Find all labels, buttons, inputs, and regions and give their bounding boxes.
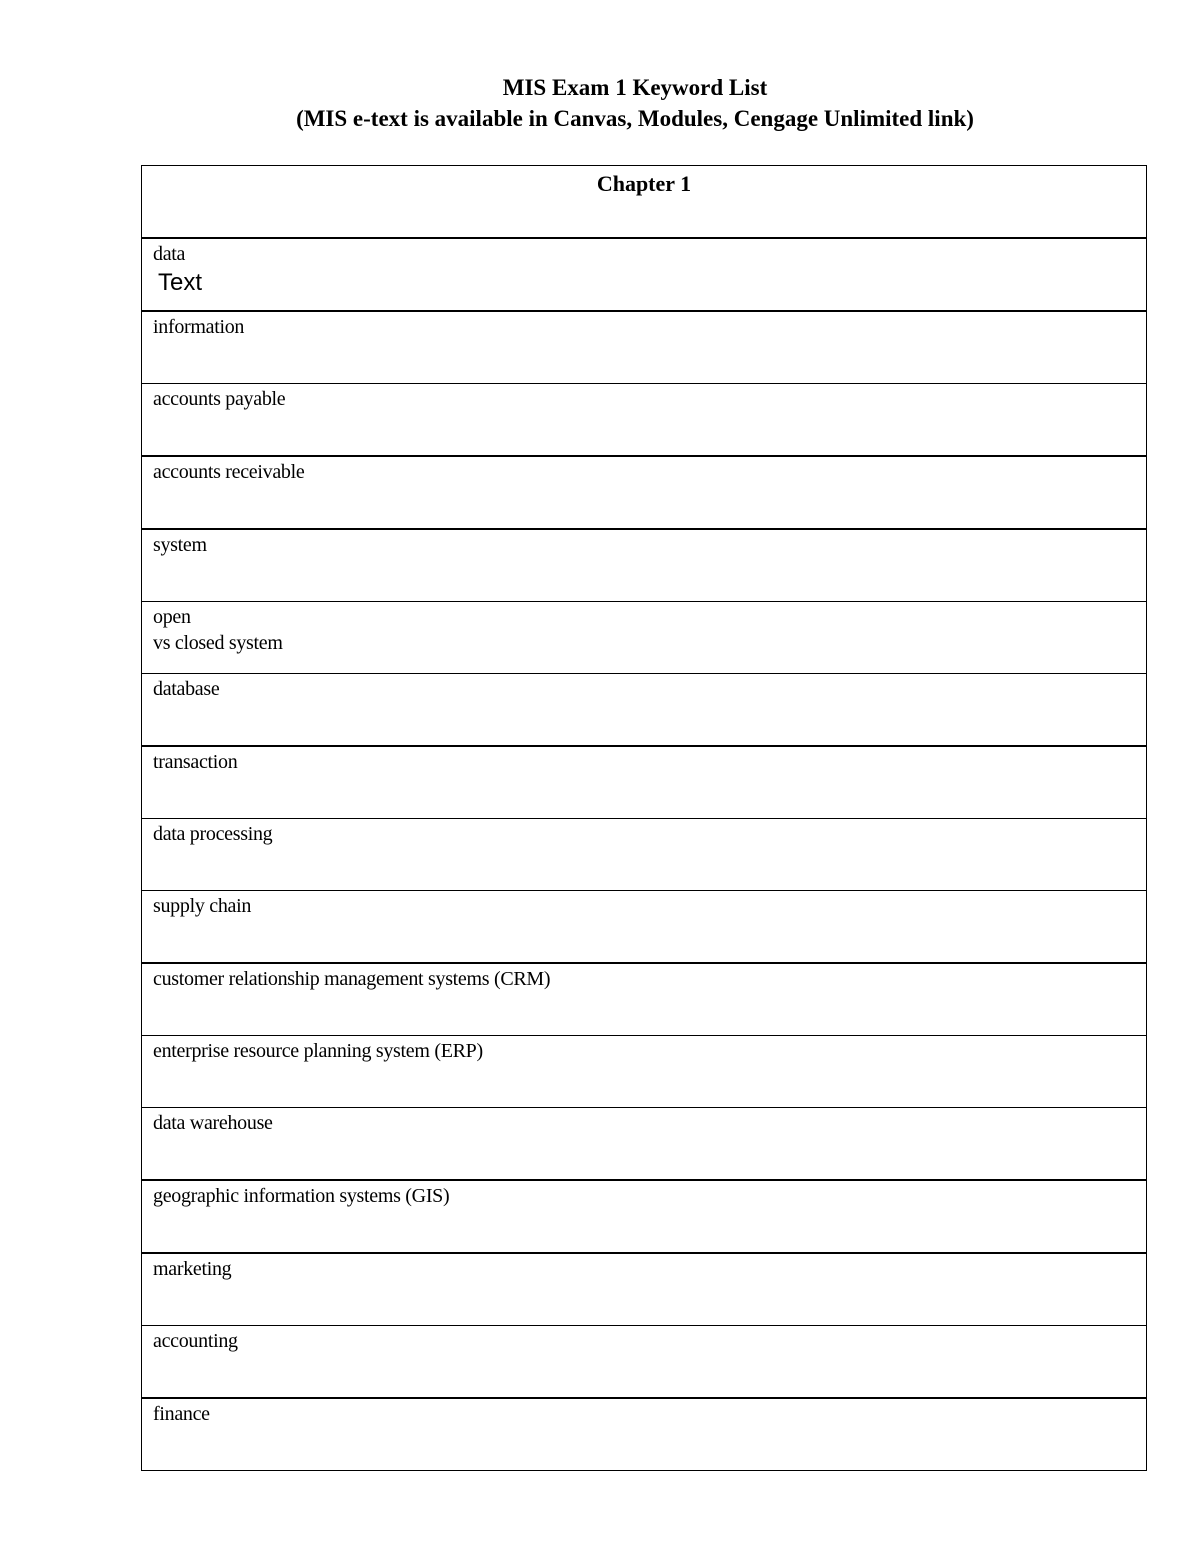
keyword-term: enterprise resource planning system (ERP) [153,1040,483,1062]
table-row [142,311,1147,384]
title-line-1: MIS Exam 1 Keyword List [502,75,768,100]
title-line-2: (MIS e-text is available in Canvas, Modules, Cengage Unlimited link) [296,106,974,131]
keyword-answer[interactable]: Text [158,269,203,296]
table-row [142,529,1147,602]
keyword-term: database [153,678,220,700]
keyword-cell[interactable] [142,963,1147,1036]
table-row [142,1036,1147,1108]
keyword-term: accounts receivable [153,461,305,483]
keyword-cell[interactable] [142,1398,1147,1471]
keyword-cell[interactable] [142,311,1147,384]
table-row [142,963,1147,1036]
table-row [142,1326,1147,1399]
keyword-cell[interactable] [142,1326,1147,1399]
table-row [142,891,1147,964]
table-row [142,746,1147,819]
keyword-cell[interactable] [142,891,1147,964]
keyword-term: marketing [153,1258,232,1280]
chapter-heading: Chapter 1 [596,171,692,196]
keyword-cell[interactable] [142,1036,1147,1108]
keyword-cell[interactable] [142,238,1147,311]
table-row [142,1180,1147,1253]
keyword-term: finance [153,1403,210,1425]
table-row [142,1253,1147,1326]
keyword-term: supply chain [153,895,252,917]
table-row [142,384,1147,457]
keyword-term: data warehouse [153,1112,273,1134]
keyword-cell[interactable] [142,529,1147,602]
keyword-cell[interactable] [142,384,1147,457]
keyword-term: geographic information systems (GIS) [153,1185,450,1207]
keyword-cell[interactable] [142,456,1147,529]
keyword-term: open [153,606,191,628]
keyword-term: accounts payable [153,388,286,410]
table-row [142,1398,1147,1471]
keyword-term: data [153,243,186,265]
chapter-header-cell [142,166,1147,239]
keyword-cell[interactable] [142,819,1147,891]
table-row [142,1108,1147,1181]
keyword-cell[interactable] [142,1180,1147,1253]
keyword-term: transaction [153,751,238,773]
keyword-term: data processing [153,823,273,845]
keyword-cell[interactable] [142,602,1147,674]
keyword-term-line-2: vs closed system [153,632,283,654]
table-header-row [142,166,1147,239]
document-title [0,72,1200,134]
table-row [142,674,1147,747]
keyword-cell[interactable] [142,1108,1147,1181]
table-row [142,819,1147,891]
keyword-term: customer relationship management systems (CRM) [153,968,551,990]
table-row [142,456,1147,529]
keyword-cell[interactable] [142,746,1147,819]
keyword-cell[interactable] [142,1253,1147,1326]
table-row [142,238,1147,311]
table-row [142,602,1147,674]
keyword-term: accounting [153,1330,238,1352]
keyword-cell[interactable] [142,674,1147,747]
keyword-term: information [153,316,245,338]
keyword-table [141,165,1147,1471]
keyword-term: system [153,534,207,556]
